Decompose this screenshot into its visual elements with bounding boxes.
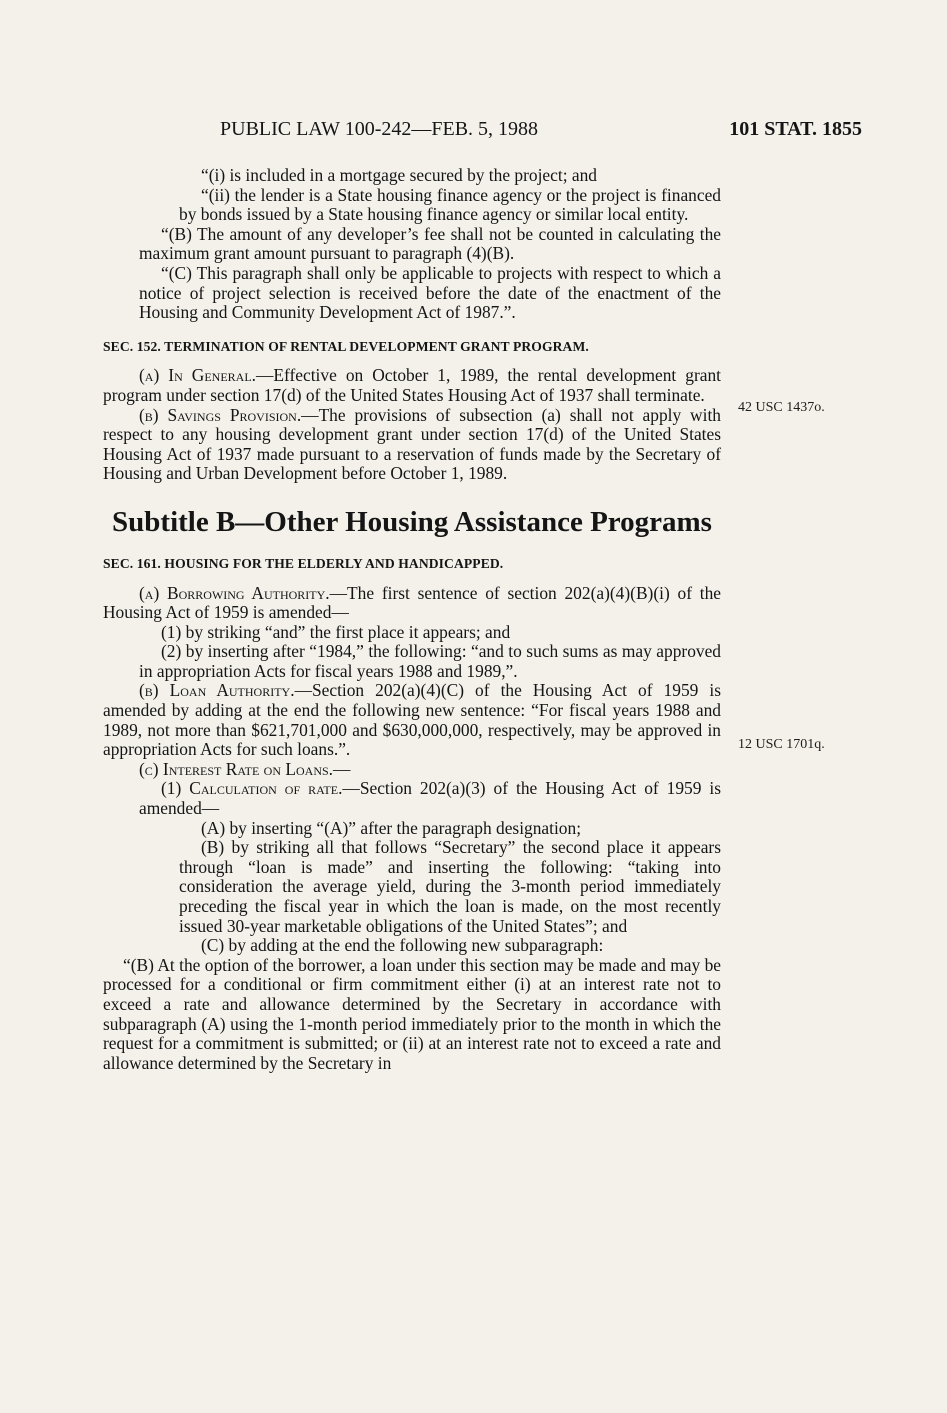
paragraph-ii: “(ii) the lender is a State housing finance agency or the project is financed by bonds issued by a State housing finance agency or similar local entity. — [179, 184, 721, 225]
document-body — [103, 166, 721, 1073]
section-161-a-label: (a) Borrowing Authority. — [139, 582, 330, 603]
section-161-c-label: (c) Interest Rate on Loans. — [139, 758, 334, 779]
section-152-b — [103, 406, 721, 484]
section-152-b-text: —The provisions of subsection (a) shall not apply with respect to any housing development grant under section 17(d) of the United States Housing Act of 1937 made pursuant to a reservation of funds made by the Secretary of Housing and Urban Development before October 1, 1989. — [103, 404, 721, 484]
section-161-a-2: (2) by inserting after “1984,” the following: “and to such sums as may approved in appropriation Acts for fiscal years 1988 and 1989,”. — [139, 641, 721, 681]
section-161-c-1 — [103, 779, 721, 818]
section-161-c-1-text: —Section 202(a)(3) of the Housing Act of 1959 is amended— — [139, 778, 721, 819]
paragraph-C: “(C) This paragraph shall only be applicable to projects with respect to which a notice of project selection is received before the date of the enactment of the Housing and Community Development Act of 1987.”. — [139, 262, 721, 323]
section-161-c-dash: — — [333, 758, 351, 779]
page-header — [100, 118, 870, 148]
section-161-c-A: (A) by inserting “(A)” after the paragraph designation; — [201, 817, 582, 838]
subtitle-heading: Subtitle B—Other Housing Assistance Programs — [112, 505, 712, 538]
paragraph-B: “(B) The amount of any developer’s fee shall not be counted in calculating the maximum grant amount pursuant to paragraph (4)(B). — [139, 223, 721, 264]
section-161-a — [103, 584, 721, 623]
section-161-b-text: —Section 202(a)(4)(C) of the Housing Act of 1959 is amended by adding at the end the following new sentence: “For fiscal years 1988 and 1989, not more than $621,701,000 and $630,000,000, respectively, may be approved in appropriation Acts for such loans.”. — [103, 680, 721, 760]
paragraph-i: “(i) is included in a mortgage secured by the project; and — [201, 165, 597, 185]
section-161-c-B: (B) by striking all that follows “Secretary” the second place it appears through “loan is made” and inserting the following: “taking into consideration the average yield, during the 3-month period immediately preceding the fiscal year in which the loan is made, on the most recently issued 30-year marketable obligations of the United States”; and — [179, 837, 721, 936]
section-152-a-text: —Effective on October 1, 1989, the rental development grant program under section 17(d) of the United States Housing Act of 1937 shall terminate. — [103, 365, 721, 405]
margin-note-12-usc: 12 USC 1701q. — [738, 737, 825, 752]
section-152-b-label: (b) Savings Provision. — [139, 404, 302, 425]
section-152-a — [103, 366, 721, 405]
header-title: PUBLIC LAW 100-242—FEB. 5, 1988 — [220, 118, 539, 140]
section-161-c-C: (C) by adding at the end the following new subparagraph: — [201, 935, 604, 956]
section-161-c — [103, 760, 721, 780]
section-161-a-text: —The first sentence of section 202(a)(4)(B)(i) of the Housing Act of 1959 is amended— — [103, 582, 721, 623]
section-152-a-label: (a) In General. — [139, 365, 256, 386]
section-161-b — [103, 681, 721, 759]
section-152-heading: SEC. 152. TERMINATION OF RENTAL DEVELOPMENT GRANT PROGRAM. — [103, 338, 589, 354]
section-161-heading: SEC. 161. HOUSING FOR THE ELDERLY AND HANDICAPPED. — [103, 555, 504, 571]
bleed-through-mark — [770, 240, 774, 257]
section-161-b-label: (b) Loan Authority. — [139, 680, 295, 701]
section-161-c-1-label: (1) Calculation of rate. — [161, 778, 343, 799]
section-161-quoted-B: “(B) At the option of the borrower, a loan under this section may be made and may be processed for a conditional or firm commitment either (i) at an interest rate not to exceed a rate and allowance determined by the Secretary in accordance with subparagraph (A) using the 1-month period immediately prior to the month in which the request for a commitment is submitted; or (ii) at an interest rate not to exceed a rate and allowance determined by the Secretary in — [103, 954, 721, 1073]
margin-note-42-usc: 42 USC 1437o. — [738, 400, 825, 415]
header-page-number: 101 STAT. 1855 — [729, 118, 862, 140]
section-161-a-1: (1) by striking “and” the first place it appears; and — [161, 621, 511, 642]
